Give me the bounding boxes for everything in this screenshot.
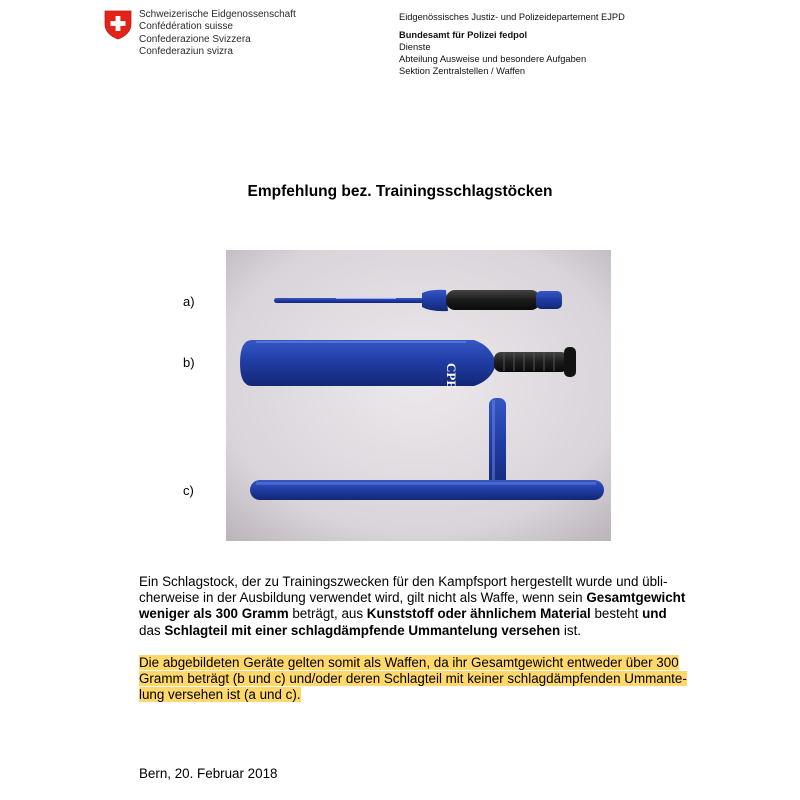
confederation-names <box>139 9 296 59</box>
paragraph-line: cherweise in der Ausbildung verwendet wird, gilt nicht als Waffe, wenn sein Gesamtgewicht <box>139 590 686 606</box>
figure-label-a: a) <box>183 294 195 309</box>
paragraph-conclusion <box>139 655 699 704</box>
confederation-name-de: Schweizerische Eidgenossenschaft <box>139 9 296 20</box>
highlighted-line: Die abgebildeten Geräte gelten somit als Waffen, da ihr Gesamtgewicht entweder über 300 <box>139 655 679 670</box>
paragraph-definition <box>139 574 699 639</box>
paragraph-line: weniger als 300 Gramm beträgt, aus Kunststoff oder ähnlichem Material besteht und <box>139 606 667 622</box>
office-name: Bundesamt für Polizei fedpol <box>399 30 528 40</box>
highlighted-line: lung versehen ist (a und c). <box>139 687 301 703</box>
paragraph-line: Ein Schlagstock, der zu Trainingszwecken für den Kampfsport hergestellt wurde und übli- <box>139 574 668 589</box>
confederation-name-it: Confederazione Svizzera <box>139 33 251 45</box>
baton-b-brand-text: CPE <box>444 363 459 389</box>
department-name: Eidgenössisches Justiz- und Polizeidepartement EJPD <box>399 12 625 22</box>
batons-photo <box>226 250 611 541</box>
highlighted-line: Gramm beträgt (b und c) und/oder deren Schlagteil mit keiner schlagdämpfenden Ummante- <box>139 671 687 687</box>
paragraph-line: das Schlagteil mit einer schlagdämpfende Ummantelung versehen ist. <box>139 622 582 638</box>
confederation-name-fr: Confédération suisse <box>139 21 233 33</box>
unit-line: Sektion Zentralstellen / Waffen <box>399 66 526 76</box>
page-title: Empfehlung bez. Trainingsschlagstöcken <box>247 183 553 200</box>
confederation-name-rm: Confederaziun svizra <box>139 46 233 58</box>
department-block <box>399 11 625 77</box>
figure-label-c: c) <box>183 483 194 498</box>
unit-line: Dienste <box>399 42 431 52</box>
swiss-coat-of-arms-icon <box>104 10 132 40</box>
unit-line: Abteilung Ausweise und besondere Aufgaben <box>399 54 587 64</box>
document-date: Bern, 20. Februar 2018 <box>139 766 278 781</box>
figure-label-b: b) <box>183 355 195 370</box>
